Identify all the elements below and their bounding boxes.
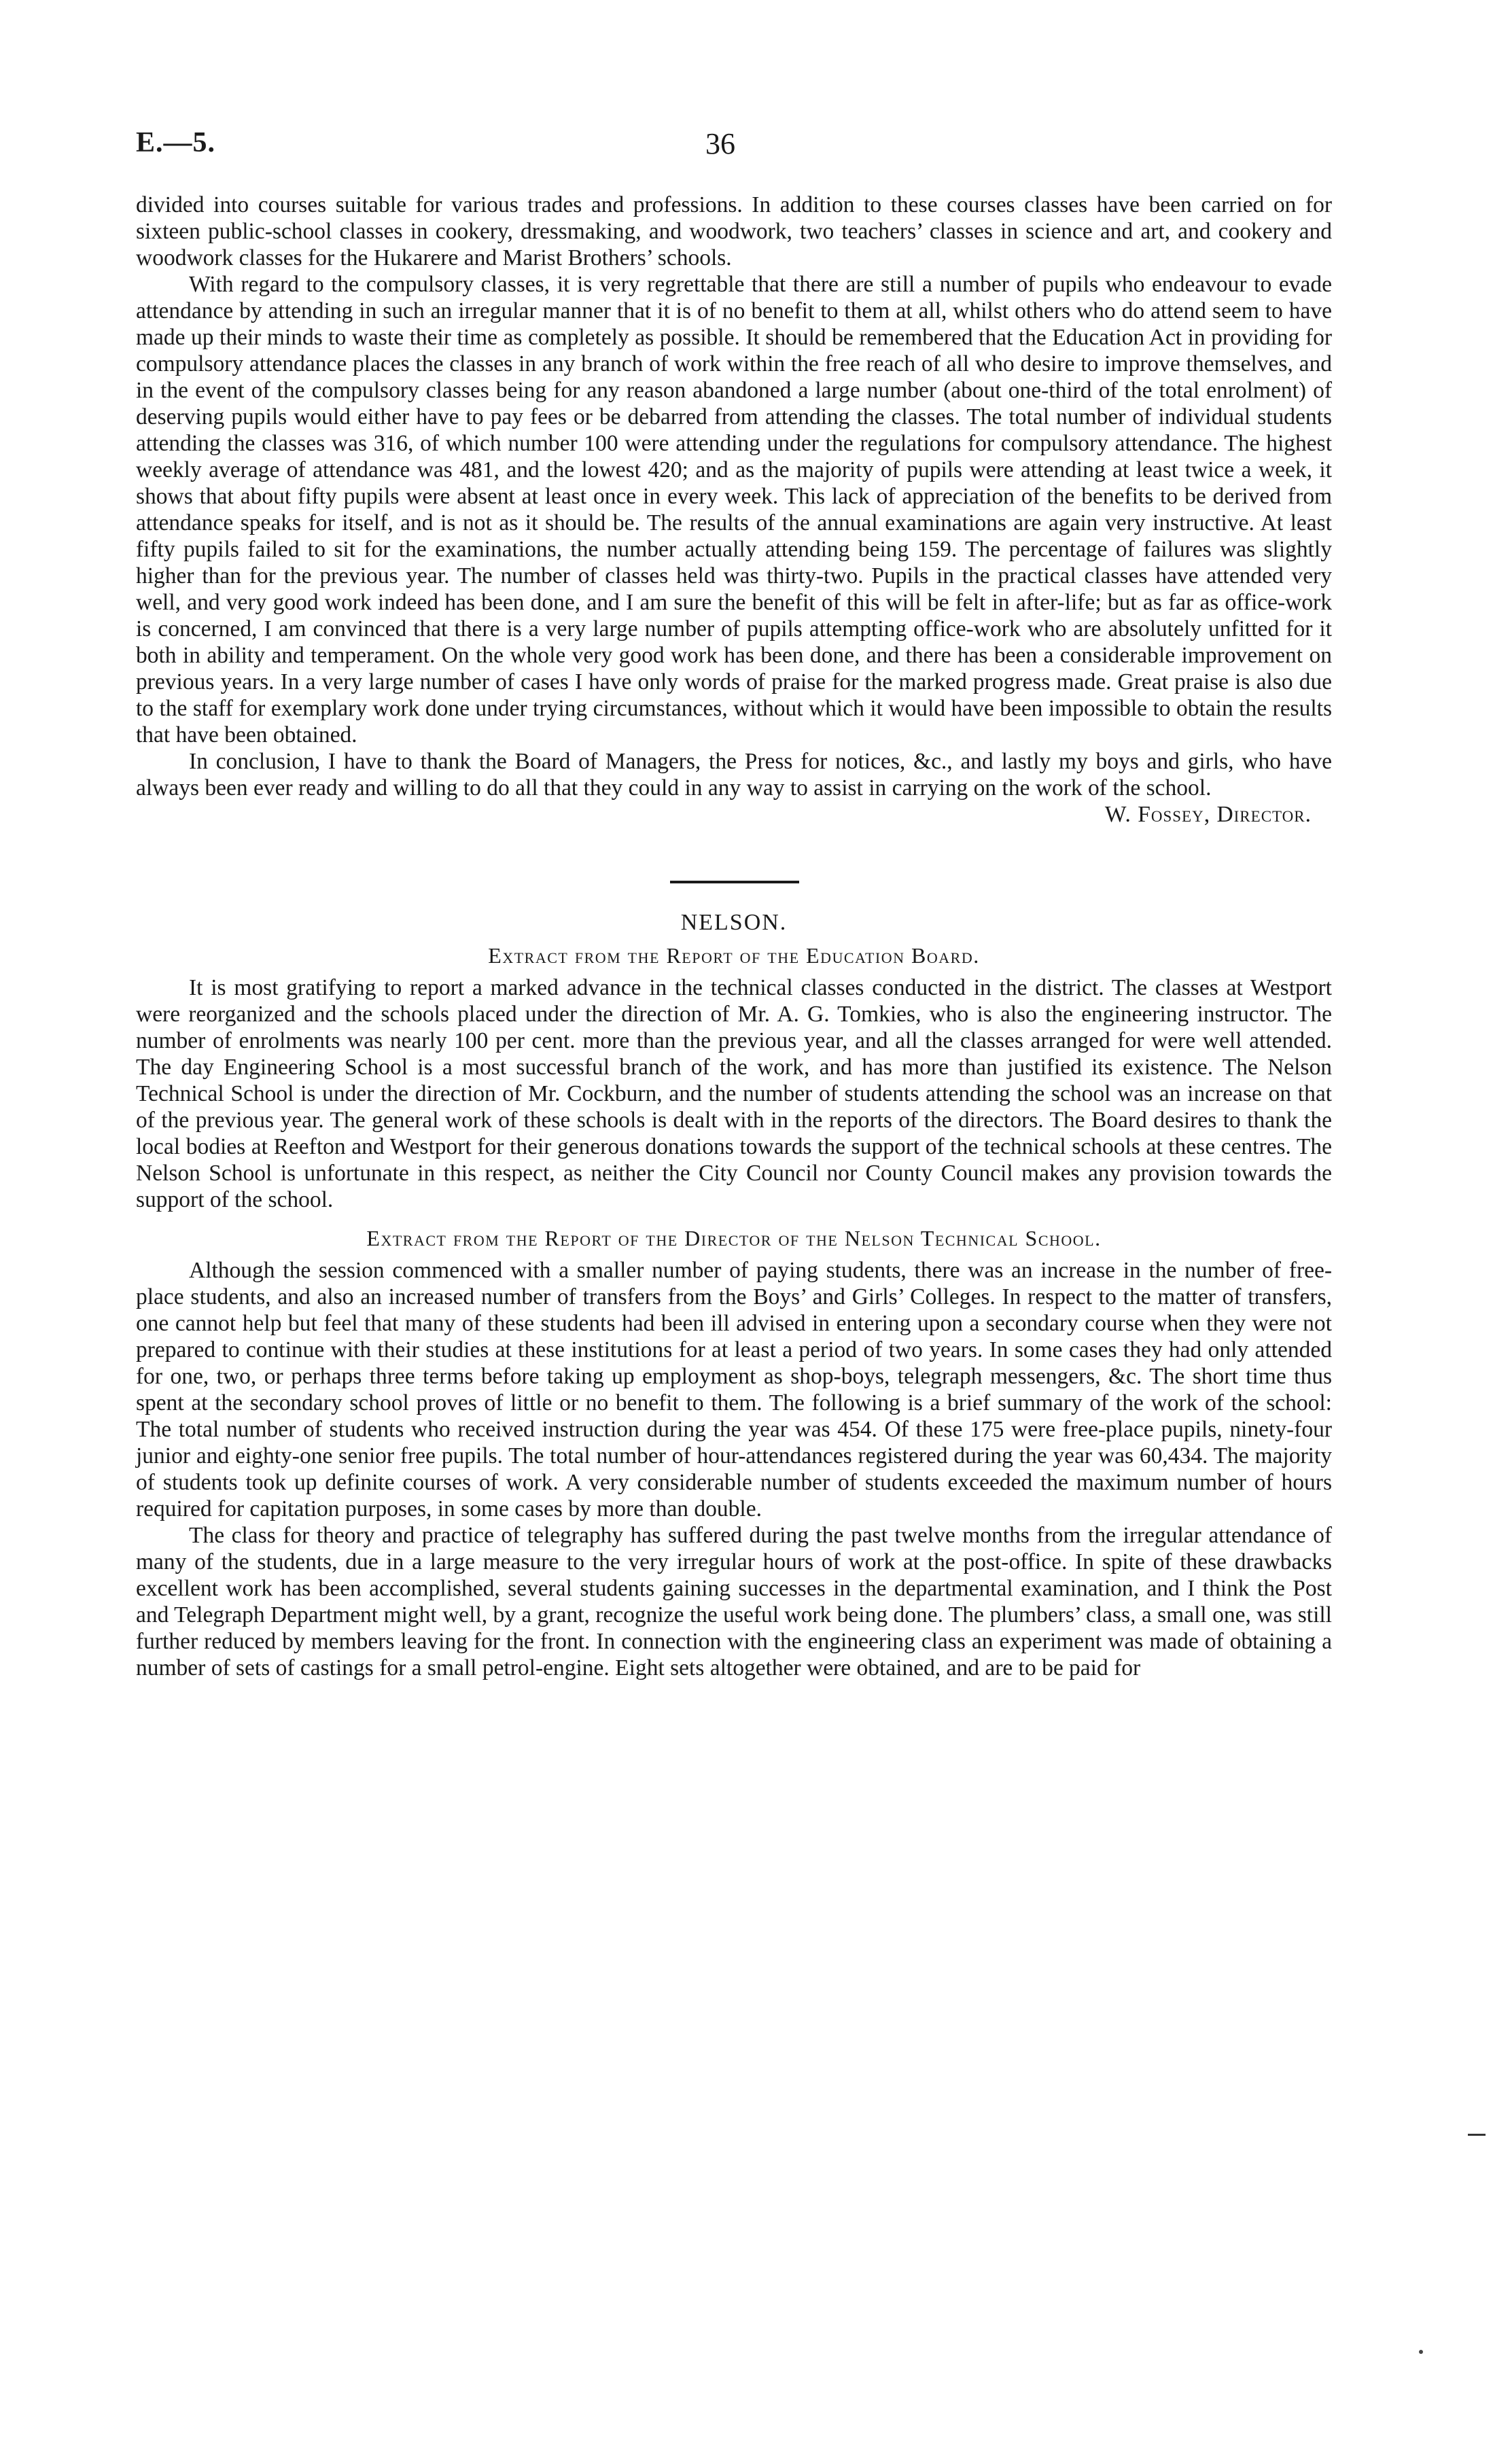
- section-divider: [136, 828, 1332, 909]
- document-body: [136, 192, 1332, 1681]
- paragraph-education-board: It is most gratifying to report a marked advance in the technical classes conducted in the district. The classes at Westport were reorganized and the schools placed under the direction of Mr. A. G. Tomkies, who is also the engineering instructor. The number of enrolments was nearly 100 per cent. more than the previous year, and all the classes arranged for were well attended. The day Engineering School is a most successful branch of the work, and has more than justified its existence. The Nelson Technical School is under the direction of Mr. Cockburn, and the number of students attending the school was an increase on that of the previous year. The general work of these schools is dealt with in the reports of the directors. The Board desires to thank the local bodies at Reefton and Westport for their generous donations towards the support of the technical schools at these centres. The Nelson School is unfortunate in this respect, as neither the City Council nor County Council makes any provision towards the support of the school.: [136, 975, 1332, 1212]
- page-number: 36: [705, 127, 735, 160]
- margin-mark: [1468, 2134, 1486, 2136]
- paragraph-continued: divided into courses suitable for various trades and professions. In addition to these courses classes have been carried on for sixteen public-school classes in cookery, dressmaking, and woodwork, two teachers’ classes in science and art, and cookery and woodwork classes for the Hukarere and Marist Brothers’ schools.: [136, 192, 1332, 270]
- section-heading-nelson: NELSON.: [680, 910, 788, 935]
- paragraph-director-summary: Although the session commenced with a smaller number of paying students, there was an increase in the number of free-place students, and also an increased number of transfers from the Boys’ and Girls’ Colleges. In respect to the matter of transfers, one cannot help but feel that many of these students had been ill advised in entering upon a secondary course when they were not prepared to continue with their studies at these institutions for at least a period of two years. In some cases they had only attended for one, two, or perhaps three terms before taking up employment as shop-boys, telegraph messengers, &c. The short time thus spent at the secondary school proves of little or no benefit to them. The following is a brief summary of the work of the school: The total number of students who received instruction during the year was 454. Of these 175 were free-place pupils, ninety-four junior and eighty-one senior free pupils. The total number of hour-attendances registered during the year was 60,434. The majority of students took up definite courses of work. A very considerable number of students exceeded the maximum number of hours required for capitation purposes, in some cases by more than double.: [136, 1258, 1332, 1521]
- subheading-education-board: Extract from the Report of the Education Board.: [488, 943, 980, 968]
- paragraph-compulsory-classes: With regard to the compulsory classes, it is very regrettable that there are still a number of pupils who endeavour to evade attendance by attending in such an irregular manner that it is of no benefit to them at all, whilst others who do attend seem to have made up their minds to waste their time as completely as possible. It should be remembered that the Education Act in providing for compulsory attendance places the classes in any branch of work within the free reach of all who desire to improve themselves, and in the event of the compulsory classes being for any reason abandoned a large number (about one-third of the total enrolment) of deserving pupils would either have to pay fees or be debarred from attending the classes. The total number of individual students attending the classes was 316, of which number 100 were attending under the regulations for compulsory attendance. The highest weekly average of attendance was 481, and the lowest 420; and as the majority of pupils were attending at least twice a week, it shows that about fifty pupils were absent at least once in every week. This lack of appreciation of the benefits to be derived from attendance speaks for itself, and is not as it should be. The results of the annual examinations are again very instructive. At least fifty pupils failed to sit for the examinations, the number actually attending being 159. The percentage of failures was slightly higher than for the previous year. The number of classes held was thirty-two. Pupils in the practical classes have attended very well, and very good work indeed has been done, and I am sure the benefit of this will be felt in after-life; but as far as office-work is concerned, I am convinced that there is a very large number of pupils attempting office-work who are absolutely unfitted for it both in ability and temperament. On the whole very good work has been done, and there has been a considerable improvement on previous years. In a very large number of cases I have only words of praise for the marked progress made. Great praise is also due to the staff for exemplary work done under trying circumstances, without which it would have been impossible to obtain the results that have been obtained.: [136, 272, 1332, 747]
- signature-text: W. Fossey, Director.: [1104, 802, 1312, 827]
- subheading-director-report: Extract from the Report of the Director of the Nelson Technical School.: [366, 1226, 1102, 1250]
- document-reference: E.—5.: [136, 127, 216, 158]
- paragraph-telegraphy-class: The class for theory and practice of telegraphy has suffered during the past twelve months from the irregular attendance of many of the students, due in a large measure to the very irregular hours of work at the post-office. In spite of these drawbacks excellent work has been accomplished, several students gaining successes in the departmental examination, and I think the Post and Telegraph Department might well, by a grant, recognize the useful work being done. The plumbers’ class, a small one, was still further reduced by members leaving for the front. In connection with the engineering class an experiment was made of obtaining a number of sets of castings for a small petrol-engine. Eight sets altogether were obtained, and are to be paid for: [136, 1523, 1332, 1680]
- page-header: [136, 126, 1332, 167]
- divider-rule: [670, 881, 799, 883]
- signature: [136, 801, 1332, 828]
- spacer: [136, 1213, 1332, 1225]
- margin-dot: [1419, 2350, 1423, 2354]
- paragraph-conclusion: In conclusion, I have to thank the Board of Managers, the Press for notices, &c., and lastly my boys and girls, who have always been ever ready and willing to do all that they could in any way to assist in carrying on the work of the school.: [136, 749, 1332, 800]
